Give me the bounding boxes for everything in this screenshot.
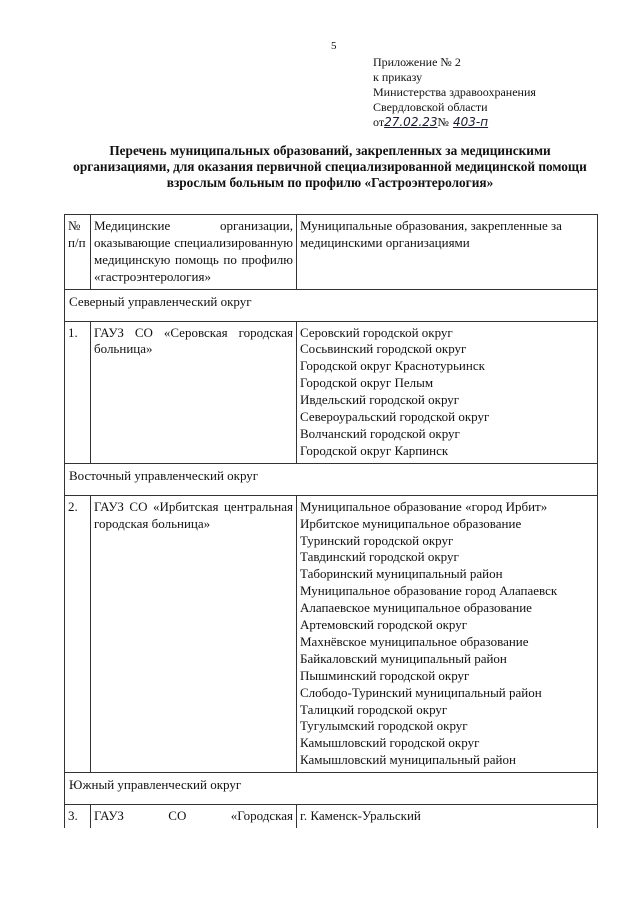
municipality: Пышминский городской округ: [300, 667, 470, 683]
appendix-line: Приложение № 2: [373, 55, 461, 69]
row-municipalities: [297, 495, 598, 773]
municipality: Алапаевское муниципальное образование: [300, 600, 532, 616]
row-org: ГАУЗ СО «Ирбитская центральная городская больница»: [91, 495, 297, 773]
header-num: № п/п: [65, 215, 91, 290]
order-number-label: №: [437, 115, 449, 129]
page-number: 5: [331, 40, 337, 52]
table-row: [65, 321, 598, 463]
municipality: Волчанский городской округ: [300, 425, 460, 441]
appendix-block: [373, 55, 536, 130]
municipality: Тугулымский городской округ: [300, 718, 468, 734]
document-title: Перечень муниципальных образований, закрепленных за медицинскими организациями, для оказания первичной специализированной медицинской помощи взрослым больным по профилю «Гастроэнтерология»: [73, 143, 587, 190]
order-prefix: от: [373, 115, 385, 129]
assignment-table: [64, 214, 598, 828]
municipality: Городской округ Карпинск: [300, 442, 449, 458]
appendix-line: Свердловской области: [373, 100, 488, 114]
table-header-row: [65, 215, 598, 290]
municipality: Ивдельский городской округ: [300, 392, 460, 408]
municipality: Североуральский городской округ: [300, 409, 490, 425]
municipality: Артемовский городской округ: [300, 617, 468, 633]
municipality: Махнёвское муниципальное образование: [300, 633, 529, 649]
appendix-line: Министерства здравоохранения: [373, 85, 536, 99]
municipality: Туринский городской округ: [300, 532, 454, 548]
row-num: 2.: [65, 495, 91, 773]
municipality: Серовский городской округ: [300, 324, 453, 340]
municipality: Городской округ Пелым: [300, 375, 434, 391]
municipality: Байкаловский муниципальный район: [300, 650, 507, 666]
municipality: Городской округ Краснотурьинск: [300, 358, 485, 374]
section-name: Северный управленческий округ: [65, 289, 598, 321]
municipality: Камышловский городской округ: [300, 735, 480, 751]
section-name: Южный управленческий округ: [65, 773, 598, 805]
header-org: Медицинские организации, оказывающие специализированную медицинскую помощь по профилю «гастроэнтерология»: [91, 215, 297, 290]
section-row-south: [65, 773, 598, 805]
row-municipalities: [297, 321, 598, 463]
section-row-east: [65, 463, 598, 495]
row-org: ГАУЗ СО «Серовская городская больница»: [91, 321, 297, 463]
section-name: Восточный управленческий округ: [65, 463, 598, 495]
order-line: [373, 115, 536, 130]
municipality: Таборинский муниципальный район: [300, 566, 503, 582]
municipality: Талицкий городской округ: [300, 701, 448, 717]
handwritten-order-number: 403-п: [452, 115, 489, 129]
handwritten-order-date: 27.02.23: [384, 115, 438, 129]
table-row: [65, 495, 598, 773]
row-org: ГАУЗ СО «Городская: [91, 805, 297, 828]
municipality: Муниципальное образование «город Ирбит»: [300, 498, 548, 514]
municipality: Ирбитское муниципальное образование: [300, 515, 522, 531]
municipality: Муниципальное образование город Алапаевск: [300, 583, 558, 599]
row-municipalities: [297, 805, 598, 828]
section-row-north: [65, 289, 598, 321]
municipality: Тавдинский городской округ: [300, 549, 459, 565]
municipality: г. Каменск-Уральский: [300, 808, 421, 824]
row-num: 1.: [65, 321, 91, 463]
row-num: 3.: [65, 805, 91, 828]
header-mun: Муниципальные образования, закрепленные за медицинскими организациями: [297, 215, 598, 290]
table-row: [65, 805, 598, 828]
appendix-line: к приказу: [373, 70, 423, 84]
municipality: Сосьвинский городской округ: [300, 341, 467, 357]
municipality: Камышловский муниципальный район: [300, 752, 516, 768]
municipality: Слободо-Туринский муниципальный район: [300, 684, 542, 700]
